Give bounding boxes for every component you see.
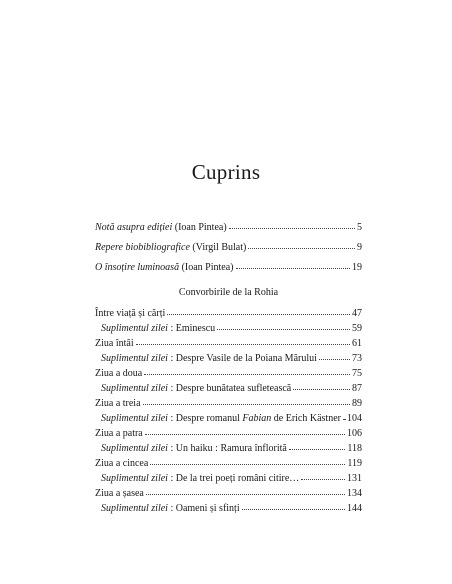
toc-entry [95, 336, 362, 350]
dot-leader [242, 500, 345, 510]
toc-page-number: 75 [352, 368, 362, 379]
toc-entry-label: Suplimentul zilei : Un haiku : Ramura înflorită [101, 443, 287, 454]
toc-entry-label: Suplimentul zilei : Despre romanul Fabian de Erich Kästner [101, 413, 341, 424]
dot-leader [236, 259, 350, 269]
toc-entry-label: Ziua întâi [95, 338, 134, 349]
toc-entry-label: Suplimentul zilei : Despre bunătatea sufletească [101, 383, 292, 394]
toc-entry-supplement [95, 351, 362, 365]
toc-entry-label: Notă asupra ediției (Ioan Pintea) [95, 222, 227, 233]
dot-leader [167, 305, 350, 315]
toc-page-number: 106 [347, 428, 362, 439]
toc-page-number: 47 [352, 308, 362, 319]
dot-leader [144, 365, 350, 375]
toc-entry-supplement [95, 441, 362, 455]
toc-page-number: 131 [347, 473, 362, 484]
toc-entry [95, 306, 362, 320]
toc-page-number: 119 [347, 458, 362, 469]
toc-entry [95, 426, 362, 440]
toc-page-number: 144 [347, 503, 362, 514]
toc-entry-label: Suplimentul zilei : Oameni și sfinți [101, 503, 240, 514]
section-heading: Convorbirile de la Rohia [178, 287, 279, 298]
toc-entry-insotire [95, 260, 362, 274]
toc-entry-supplement [95, 321, 362, 335]
toc-entry-supplement [95, 471, 362, 485]
toc-entry-label: Ziua a cincea [95, 458, 149, 469]
toc-page-number: 104 [347, 413, 362, 424]
dot-leader [343, 410, 345, 420]
dot-leader [293, 380, 350, 390]
toc-page-number: 118 [347, 443, 362, 454]
toc-page-number: 5 [357, 222, 362, 233]
toc-page-number: 89 [352, 398, 362, 409]
toc-page-number: 134 [347, 488, 362, 499]
toc-page-number: 19 [352, 262, 362, 273]
toc-entry-label: Ziua a treia [95, 398, 141, 409]
dot-leader [143, 395, 350, 405]
toc-entry [95, 456, 362, 470]
dot-leader [319, 350, 350, 360]
toc-entry-repere [95, 240, 362, 254]
dot-leader [150, 455, 345, 465]
toc-entry-supplement [95, 381, 362, 395]
toc-entry [95, 396, 362, 410]
dot-leader [301, 470, 345, 480]
toc-entry-label: Repere biobibliografice (Virgil Bulat) [95, 242, 247, 253]
dot-leader [136, 335, 350, 345]
toc-entry-label: Suplimentul zilei : De la trei poeți români citire… [101, 473, 300, 484]
toc-entry-label: Ziua a șasea [95, 488, 144, 499]
toc-page-number: 87 [352, 383, 362, 394]
toc-page-number: 9 [357, 242, 362, 253]
toc-entry [95, 366, 362, 380]
toc-entry-label: Între viață și cărți [95, 308, 166, 319]
dot-leader [229, 219, 355, 229]
dot-leader [145, 425, 345, 435]
toc-page-number: 59 [352, 323, 362, 334]
dot-leader [146, 485, 345, 495]
dot-leader [217, 320, 350, 330]
toc-entry-label: Suplimentul zilei : Despre Vasile de la Poiana Mărului [101, 353, 317, 364]
toc-entry [95, 486, 362, 500]
toc-entry-label: O însoțire luminoasă (Ioan Pintea) [95, 262, 234, 273]
dot-leader [289, 440, 346, 450]
toc-entry-label: Ziua a doua [95, 368, 143, 379]
toc-entry-label: Suplimentul zilei : Eminescu [101, 323, 216, 334]
dot-leader [248, 239, 355, 249]
toc-page-number: 61 [352, 338, 362, 349]
page-title: Cuprins [191, 160, 261, 184]
toc-entry-supplement [95, 501, 362, 515]
toc-page-number: 73 [352, 353, 362, 364]
toc-entry-nota [95, 220, 362, 234]
toc-entry-label: Ziua a patra [95, 428, 143, 439]
toc-entry-supplement [95, 411, 362, 425]
